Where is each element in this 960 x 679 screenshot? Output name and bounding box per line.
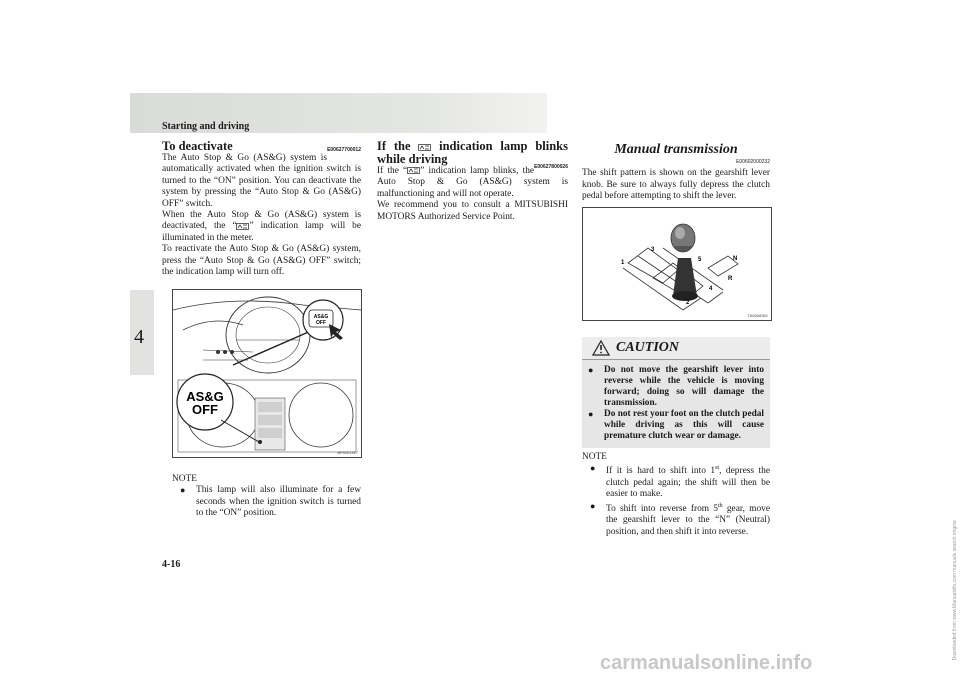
superscript: st (715, 465, 720, 472)
heading-text: To deactivate (162, 139, 233, 153)
text-part: If the “ (377, 166, 408, 176)
gear-2-label: 2 (686, 300, 690, 306)
chapter-number: 4 (134, 326, 144, 348)
note-block-2 (582, 452, 770, 538)
note-item (180, 485, 361, 519)
section-code: E00627800026 (534, 164, 568, 170)
paragraph (162, 210, 361, 244)
section-code: E00602000232 (736, 159, 770, 165)
caution-text: Do not rest your foot on the clutch pedal while driving as this will cause premature clutch wear or damage. (604, 409, 764, 441)
caution-title: CAUTION (616, 340, 680, 355)
caution-body (582, 360, 770, 448)
column-3 (582, 143, 770, 203)
heading-text: If the (377, 139, 411, 153)
note-text: gear, move the gearshift lever to the “N” (Neutral) position, and then shift it into reverse. (606, 503, 771, 537)
heading-text: indication lamp blinks while driving (377, 139, 568, 166)
switch-label-top2: OFF (316, 320, 326, 326)
warning-triangle-icon (592, 340, 610, 356)
gear-5-label: 5 (698, 257, 702, 263)
gearshift-illustration (583, 208, 771, 320)
edge-text: Downloaded from www.Manualslib.com manuals search engine (952, 520, 958, 661)
caution-box (582, 337, 770, 448)
gearshift-figure (582, 207, 772, 321)
note-item (590, 463, 770, 500)
figure-code: AF3001317 (337, 450, 358, 455)
dashboard-illustration (173, 290, 361, 457)
text-part: When the Auto Stop & Go (AS&G) system is deactivated, the “ (162, 210, 361, 232)
text-part: ” indication lamp blinks, the Auto Stop & Go (AS&G) system is malfunctioning and will not operate. (377, 166, 568, 199)
section-code: E00627700012 (327, 147, 361, 153)
bullet-icon: ● (590, 500, 596, 511)
note-text: To shift into reverse from 5 (606, 503, 718, 514)
note-item (590, 501, 770, 538)
heading-manual-transmission: Manual transmission (614, 142, 738, 157)
note-block-1 (172, 474, 361, 520)
figure-code: TA0008351 (747, 313, 768, 318)
note-title: NOTE (172, 474, 197, 484)
section-title: Starting and driving (162, 121, 250, 132)
note-text: , depress the clutch pedal again; the shift will then be easier to make. (606, 466, 770, 500)
gear-4-label: 4 (709, 286, 713, 292)
dashboard-figure (172, 289, 362, 458)
caution-text: Do not move the gearshift lever into reverse while the vehicle is moving forward; doing so will damage the transmission. (604, 365, 764, 408)
watermark: carmanualsonline.info (600, 652, 813, 674)
asg-off-icon (418, 144, 431, 151)
note-title: NOTE (582, 452, 607, 462)
asg-off-icon (236, 223, 249, 230)
switch-label-top: AS&G (313, 314, 329, 320)
text-part: ” indication lamp will be illuminated in the meter. (162, 221, 361, 243)
gear-3-label: 3 (651, 247, 655, 253)
gear-n-label: N (733, 256, 738, 262)
caution-header (582, 337, 770, 360)
heading-to-deactivate (162, 140, 361, 153)
bullet-icon: ● (590, 463, 596, 474)
bullet-icon: ● (180, 485, 186, 496)
paragraph: To reactivate the Auto Stop & Go (AS&G) system, press the “Auto Stop & Go (AS&G) OFF” switch; the indication lamp will turn off. (162, 244, 361, 278)
caution-item (588, 365, 764, 409)
bullet-icon: ● (588, 365, 594, 375)
big-label-line2: OFF (192, 402, 218, 417)
gear-r-label: R (728, 276, 733, 282)
page-number: 4-16 (162, 559, 181, 570)
paragraph: We recommend you to consult a MITSUBISHI MOTORS Authorized Service Point. (377, 200, 568, 222)
superscript: th (718, 502, 723, 509)
paragraph: The shift pattern is shown on the gearshift lever knob. Be sure to always fully depress the clutch pedal before attempting to shift the lever. (582, 168, 770, 202)
gear-1-label: 1 (621, 260, 625, 266)
note-text: If it is hard to shift into 1 (606, 466, 716, 477)
column-2 (377, 140, 568, 223)
big-label-line1: AS&G (186, 389, 224, 404)
bullet-icon: ● (588, 409, 594, 419)
column-1 (162, 140, 361, 278)
note-text: This lamp will also illuminate for a few seconds when the ignition switch is turned to the “ON” position. (196, 485, 361, 519)
paragraph: The Auto Stop & Go (AS&G) system is automatically activated when the ignition switch is turned to the “ON” position. You can deactivate the system by pressing the “Auto Stop & Go (AS&G) OFF” switch. (162, 153, 361, 209)
asg-off-icon (407, 167, 420, 174)
heading-lamp-blinks (377, 139, 568, 170)
caution-item (588, 409, 764, 442)
